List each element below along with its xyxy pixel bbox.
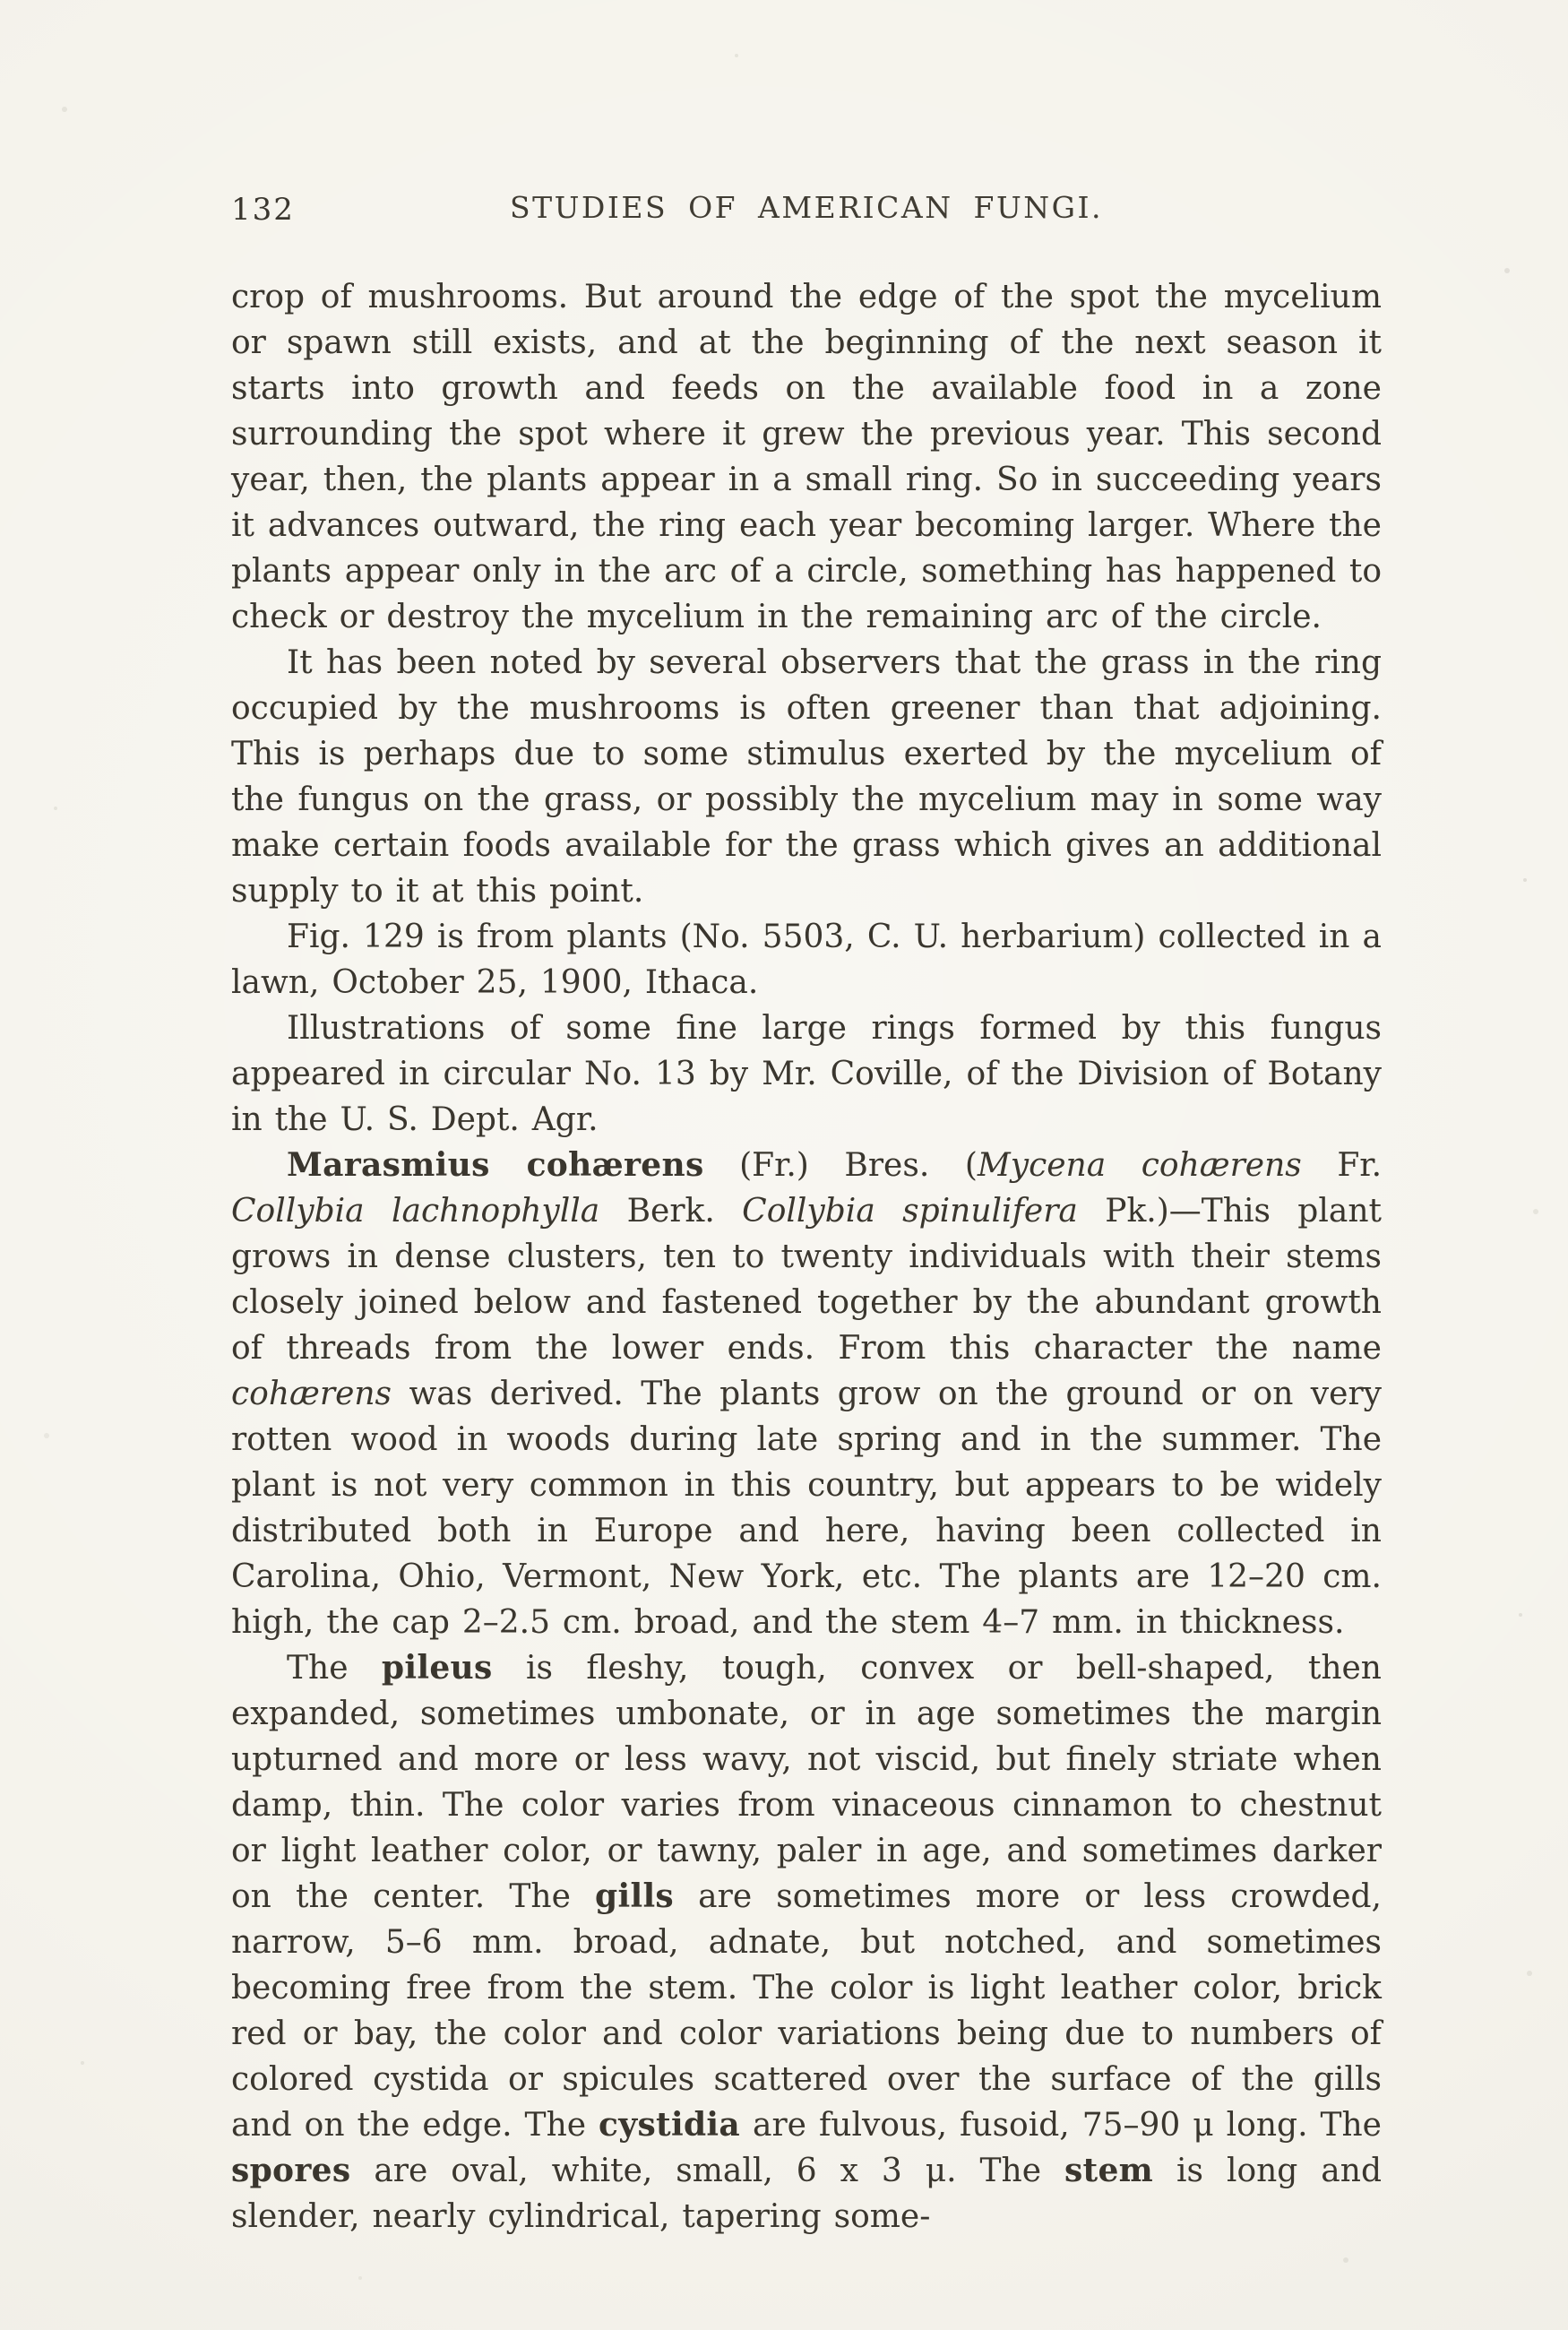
text-run: Pk.)—This plant grows in dense clusters, ten to twenty individuals with their stems closely joined below and fastened together by the abundant growth of threads from the lower ends. From this character the name — [231, 1193, 1382, 1367]
paragraph-4 — [231, 1005, 1382, 1143]
text-run: Illustrations of some fine large rings formed by this fungus appeared in circular No. 13 by Mr. Coville, of the Division of Botany in the U. S. Dept. Agr. — [231, 1010, 1382, 1138]
text-run: (Fr.) Bres. ( — [703, 1147, 978, 1184]
text-run: Berk. — [599, 1193, 743, 1230]
text-run: Fr. — [1301, 1147, 1383, 1184]
text-run: It has been noted by several observers that the grass in the ring occupied by the mushrooms is often greener than that adjoining. This is perhaps due to some stimulus exerted by the mycelium of the fungus on the grass, or possibly the mycelium may in some way make certain foods available for the grass which gives an additional supply to it at this point. — [231, 644, 1382, 910]
text-run: are fulvous, fusoid, 75–90 μ long. The — [740, 2107, 1382, 2144]
bold-text-run: pileus — [381, 1649, 493, 1687]
italic-text-run: Collybia spinulifera — [742, 1193, 1078, 1230]
page-number: 132 — [231, 192, 295, 228]
text-run: Fig. 129 is from plants (No. 5503, C. U. herbarium) collected in a lawn, October 25, 1900, Ithaca. — [231, 919, 1382, 1001]
italic-text-run: Collybia lachnophylla — [231, 1193, 600, 1230]
paragraph-3 — [231, 914, 1382, 1005]
page-body — [231, 274, 1382, 2239]
paragraph-5 — [231, 1143, 1382, 1645]
text-run: is long and slender, nearly cylindrical, tapering some- — [231, 2153, 1382, 2235]
bold-text-run: cystidia — [599, 2106, 741, 2144]
text-run: are oval, white, small, 6 x 3 μ. The — [350, 2153, 1064, 2189]
text-run: are sometimes more or less crowded, narrow, 5–6 mm. broad, adnate, but notched, and sometimes becoming free from the stem. The color is light leather color, brick red or bay, the color and color variations being due to numbers of colored cystida or spicules scattered over the surface of the gills and on the edge. The — [231, 1878, 1383, 2144]
bold-text-run: spores — [231, 2152, 351, 2189]
bold-text-run: stem — [1064, 2152, 1154, 2189]
text-run: crop of mushrooms. But around the edge of the spot the mycelium or spawn still exists, and at the beginning of the next season it starts into growth and feeds on the available food in a zone surrounding the spot where it grew the previous year. This second year, then, the plants appear in a small ring. So in succeeding years it advances outward, the ring each year becoming larger. Where the plants appear only in the arc of a circle, something has happened to check or destroy the mycelium in the remaining arc of the circle. — [231, 279, 1382, 635]
text-run: was derived. The plants grow on the ground or on very rotten wood in woods during late spring and in the summer. The plant is not very common in this country, but appears to be widely distributed both in Europe and here, having been collected in Carolina, Ohio, Vermont, New York, etc. The plants are 12–20 cm. high, the cap 2–2.5 cm. broad, and the stem 4–7 mm. in thickness. — [231, 1376, 1382, 1641]
page-header — [231, 190, 1382, 235]
paragraph-1 — [231, 274, 1382, 640]
text-run: The — [287, 1650, 382, 1687]
bold-text-run: Marasmius cohærens — [287, 1146, 704, 1184]
italic-text-run: Mycena cohærens — [977, 1147, 1302, 1184]
bold-text-run: gills — [595, 1877, 674, 1915]
running-title: STUDIES OF AMERICAN FUNGI. — [509, 190, 1104, 225]
paragraph-6 — [231, 1645, 1382, 2239]
text-run: is fleshy, tough, convex or bell-shaped, then expanded, sometimes umbonate, or in age sometimes the margin upturned and more or less wavy, not viscid, but finely striate when damp, thin. The color varies from vinaceous cinnamon to chestnut or light leather color, or tawny, paler in age, and sometimes darker on the center. The — [231, 1650, 1382, 1915]
italic-text-run: cohærens — [231, 1376, 392, 1412]
paragraph-2 — [231, 640, 1382, 914]
